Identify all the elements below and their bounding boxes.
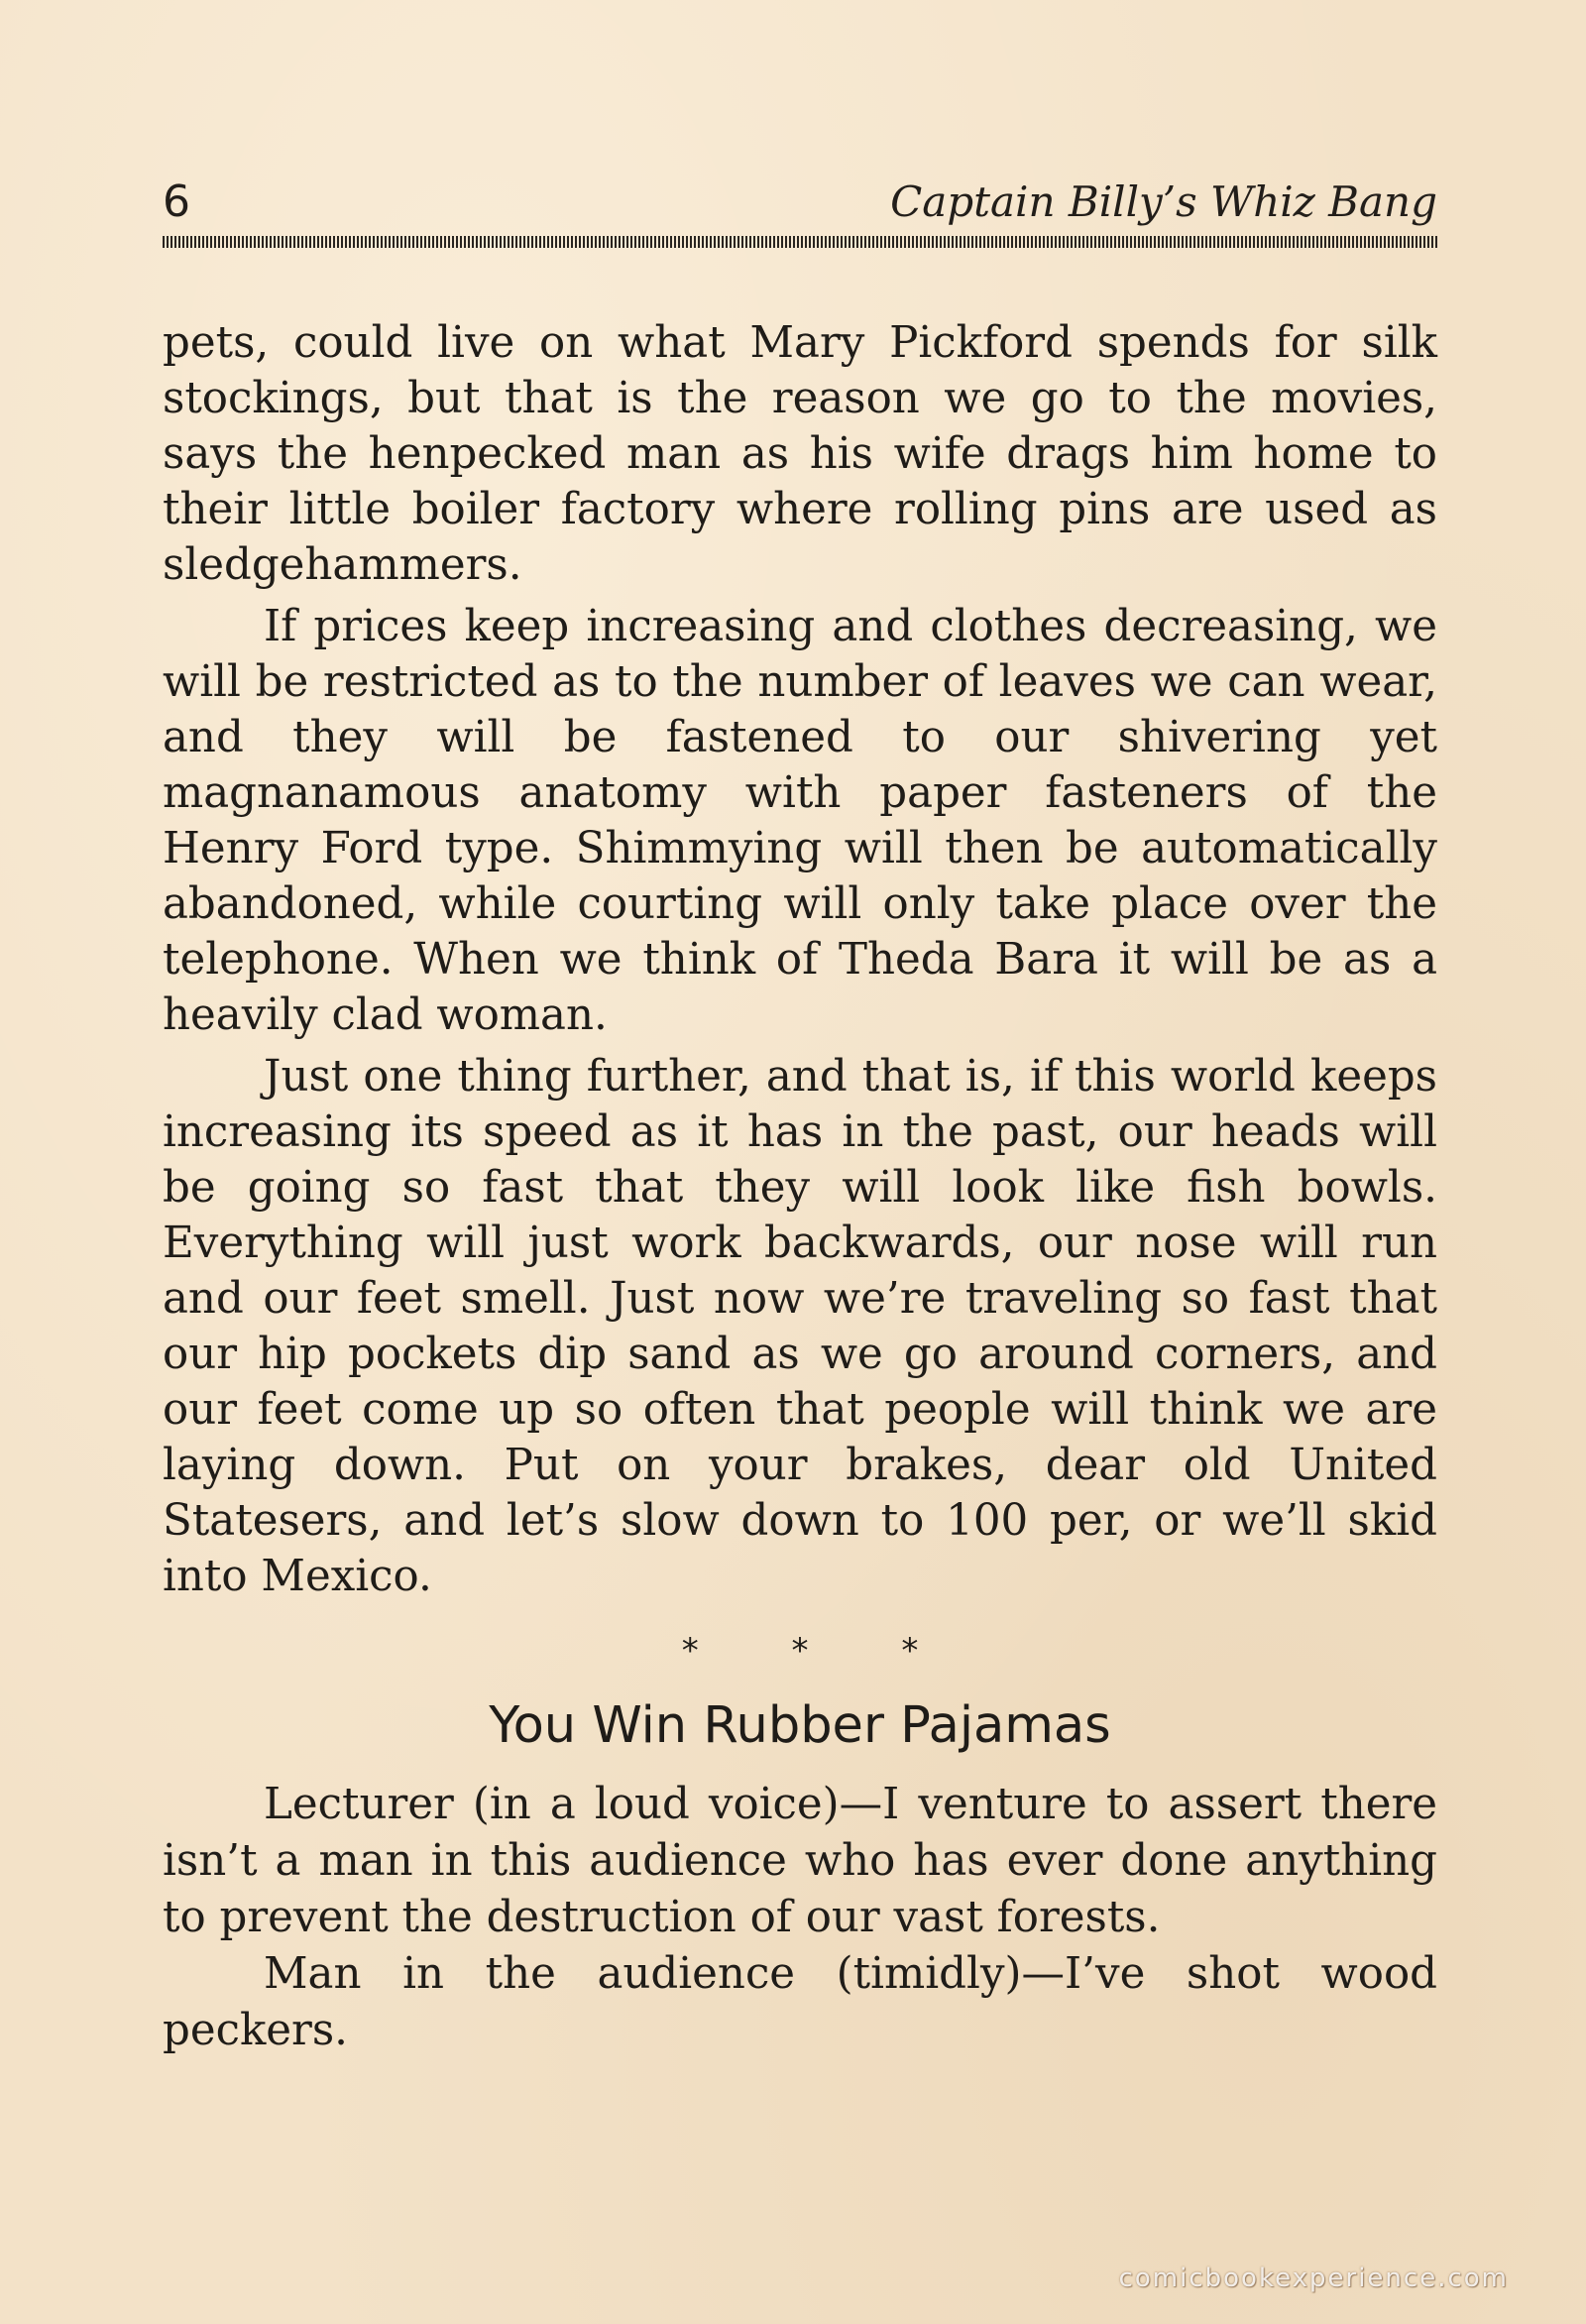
joke-line-audience: Man in the audience (timidly)—I’ve shot wood peckers. [163, 1949, 1437, 2055]
joke-line-lecturer: Lecturer (in a loud voice)—I venture to assert there isn’t a man in this audience who has ever done anything to prevent the destruction of our vast forests. [163, 1780, 1437, 1942]
header-rule [163, 236, 1437, 248]
separator-star: * [901, 1631, 919, 1671]
paragraph-speed: Just one thing further, and that is, if this world keeps increasing its speed as it has in the past, our heads will be going so fast that they will look like fish bowls. Everything will just work backwards, our nose will run and our feet smell. Just now we’re traveling so fast that our hip pockets dip sand as we go around corners, and our feet come up so often that people will think we are laying down. Put on your brakes, dear old United Statesers, and let’s slow down to 100 per, or we’ll skid into Mexico. [163, 1052, 1437, 1601]
running-title: Captain Billy’s Whiz Bang [890, 177, 1437, 226]
paragraph-continued: pets, could live on what Mary Pickford spends for silk stockings, but that is the reason we go to the movies, says the henpecked man as his wife drags him home to their little boiler factory where rolling pins are used as sledgehammers. [163, 318, 1437, 590]
watermark: comicbookexperience.com [1118, 2264, 1509, 2293]
separator-star: * [791, 1631, 809, 1671]
joke-body [163, 1777, 1437, 2059]
page-number: 6 [163, 176, 190, 227]
page-header [163, 176, 1437, 232]
joke-headline: You Win Rubber Pajamas [489, 1696, 1111, 1755]
article-body [163, 315, 1437, 1610]
paragraph-prices: If prices keep increasing and clothes decreasing, we will be restricted as to the number of leaves we can wear, and they will be fastened to our shivering yet magnanamous anatomy with paper fasteners of the Henry Ford type. Shimmying will then be automatically abandoned, while courting will only take place over the telephone. When we think of Theda Bara it will be as a heavily clad woman. [163, 602, 1437, 1040]
section-separator [163, 1626, 1437, 1676]
separator-star: * [681, 1631, 699, 1671]
